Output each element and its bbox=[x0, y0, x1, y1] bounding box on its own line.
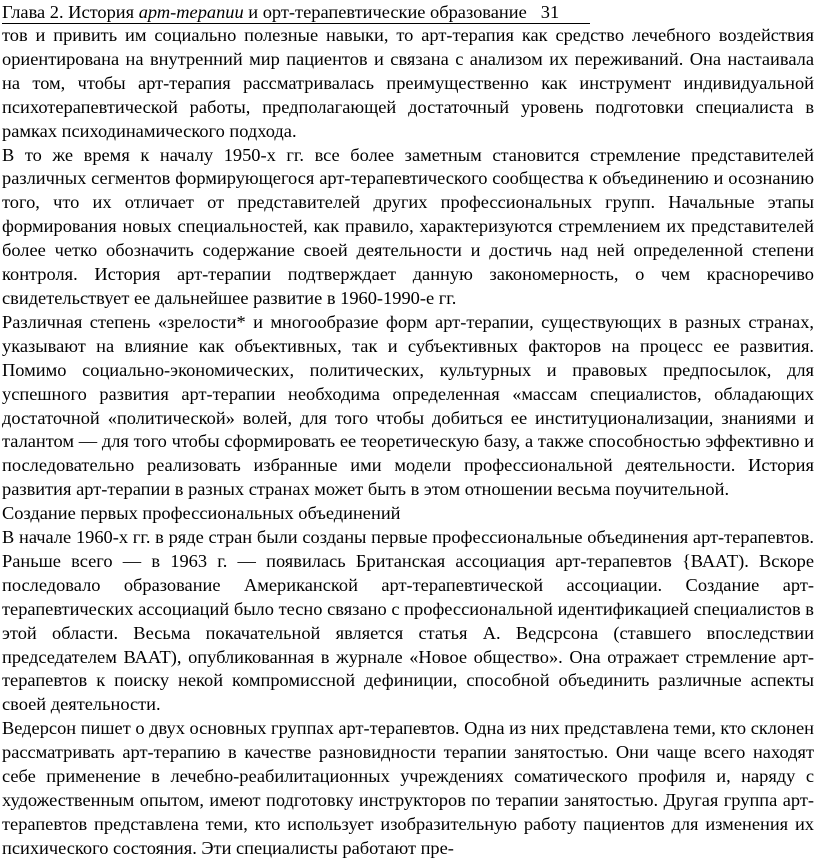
chapter-title-prefix: Глава 2. История bbox=[2, 2, 139, 22]
chapter-title-suffix: и орт-терапевтические образование bbox=[243, 2, 527, 22]
header-rule bbox=[2, 23, 590, 24]
paragraph-3: Различная степень «зрелости* и многообразие форм арт-терапии, существующих в разных странах, указывают на влияние как объективных, так и субъективных факторов на процесс ее развития. Помимо социально-экономических, политических, культурных и правовых предпосылок, для успешного развития арт-терапии необходима определенная «массам специалистов, обладающих достаточной «политической» волей, для того чтобы добиться ее институционализации, знаниями и талантом — для того чтобы сформировать ее теоретическую базу, а также способностью эффективно и последовательно реализовать избранные ими модели профессиональной деятельности. История развития арт-терапии в разных странах может быть в этом отношении весьма поучительной. bbox=[2, 311, 814, 500]
document-page bbox=[2, 0, 814, 861]
paragraph-5: Ведерсон пишет о двух основных группах арт-терапевтов. Одна из них представлена теми, кто склонен рассматривать арт-терапию в качестве разновидности терапии занятостью. Они чаще всего находят себе применение в лечебно-реабилитационных учреждениях соматического профиля и, наряду с художественным опытом, имеют подготовку инструкторов по терапии занятостью. Другая группа арт-терапевтов представлена теми, кто использует изобразительную работу пациентов для изменения их психического состояния. Эти специалисты работают пре- bbox=[2, 718, 815, 858]
chapter-title bbox=[2, 2, 527, 22]
page-number: 31 bbox=[540, 2, 560, 22]
paragraph-4: В начале 1960-х гг. в ряде стран были созданы первые профессиональные объединения арт-терапевтов. Раньше всего — в 1963 г. — появилась Британская ассоциация арт-терапевтов {ВААТ). Вскоре последовало образование Американской арт-терапевтической ассоциации. Создание арт-терапевтических ассоциаций было тесно связано с профессиональной идентификацией специалистов в этой области. Весьма покачательной является статья А. Ведсрсона (ставшего впоследствии председателем ВААТ), опубликованная в журнале «Новое общество». Она отражает стремление арт-терапевтов к поиску некой компромиссной дефиниции, способной объединить различные аспекты своей деятельности. bbox=[2, 527, 814, 715]
running-header bbox=[2, 0, 814, 24]
chapter-title-italic: арт-терапии bbox=[138, 2, 244, 22]
paragraph-1: тов и привить им социально полезные навыки, то арт-терапия как средство лечебного воздействия ориентирована на внутренний мир пациентов и связана с анализом их переживаний. Она настаивала на том, чтобы арт-терапия рассматривалась преимущественно как инструмент индивидуальной психотерапевтической работы, предполагающей достаточный уровень подготовки специалиста в рамках психодинамического подхода. bbox=[2, 25, 814, 141]
section-heading: Создание первых профессиональных объединений bbox=[2, 503, 401, 524]
paragraph-2: В то же время к началу 1950-х гг. все более заметным становится стремление представителей различных сегментов формирующегося арт-терапевтического сообщества к объединению и осознанию того, что их отличает от представителей других профессиональных групп. Начальные этапы формирования новых специальностей, как правило, характеризуются стремлением их представителей более четко обозначить содержание своей деятельности и достичь над ней определенной степени контроля. История арт-терапии подтверждает данную закономерность, о чем красноречиво свидетельствует ее дальнейшее развитие в 1960-1990-е гг. bbox=[2, 144, 814, 308]
